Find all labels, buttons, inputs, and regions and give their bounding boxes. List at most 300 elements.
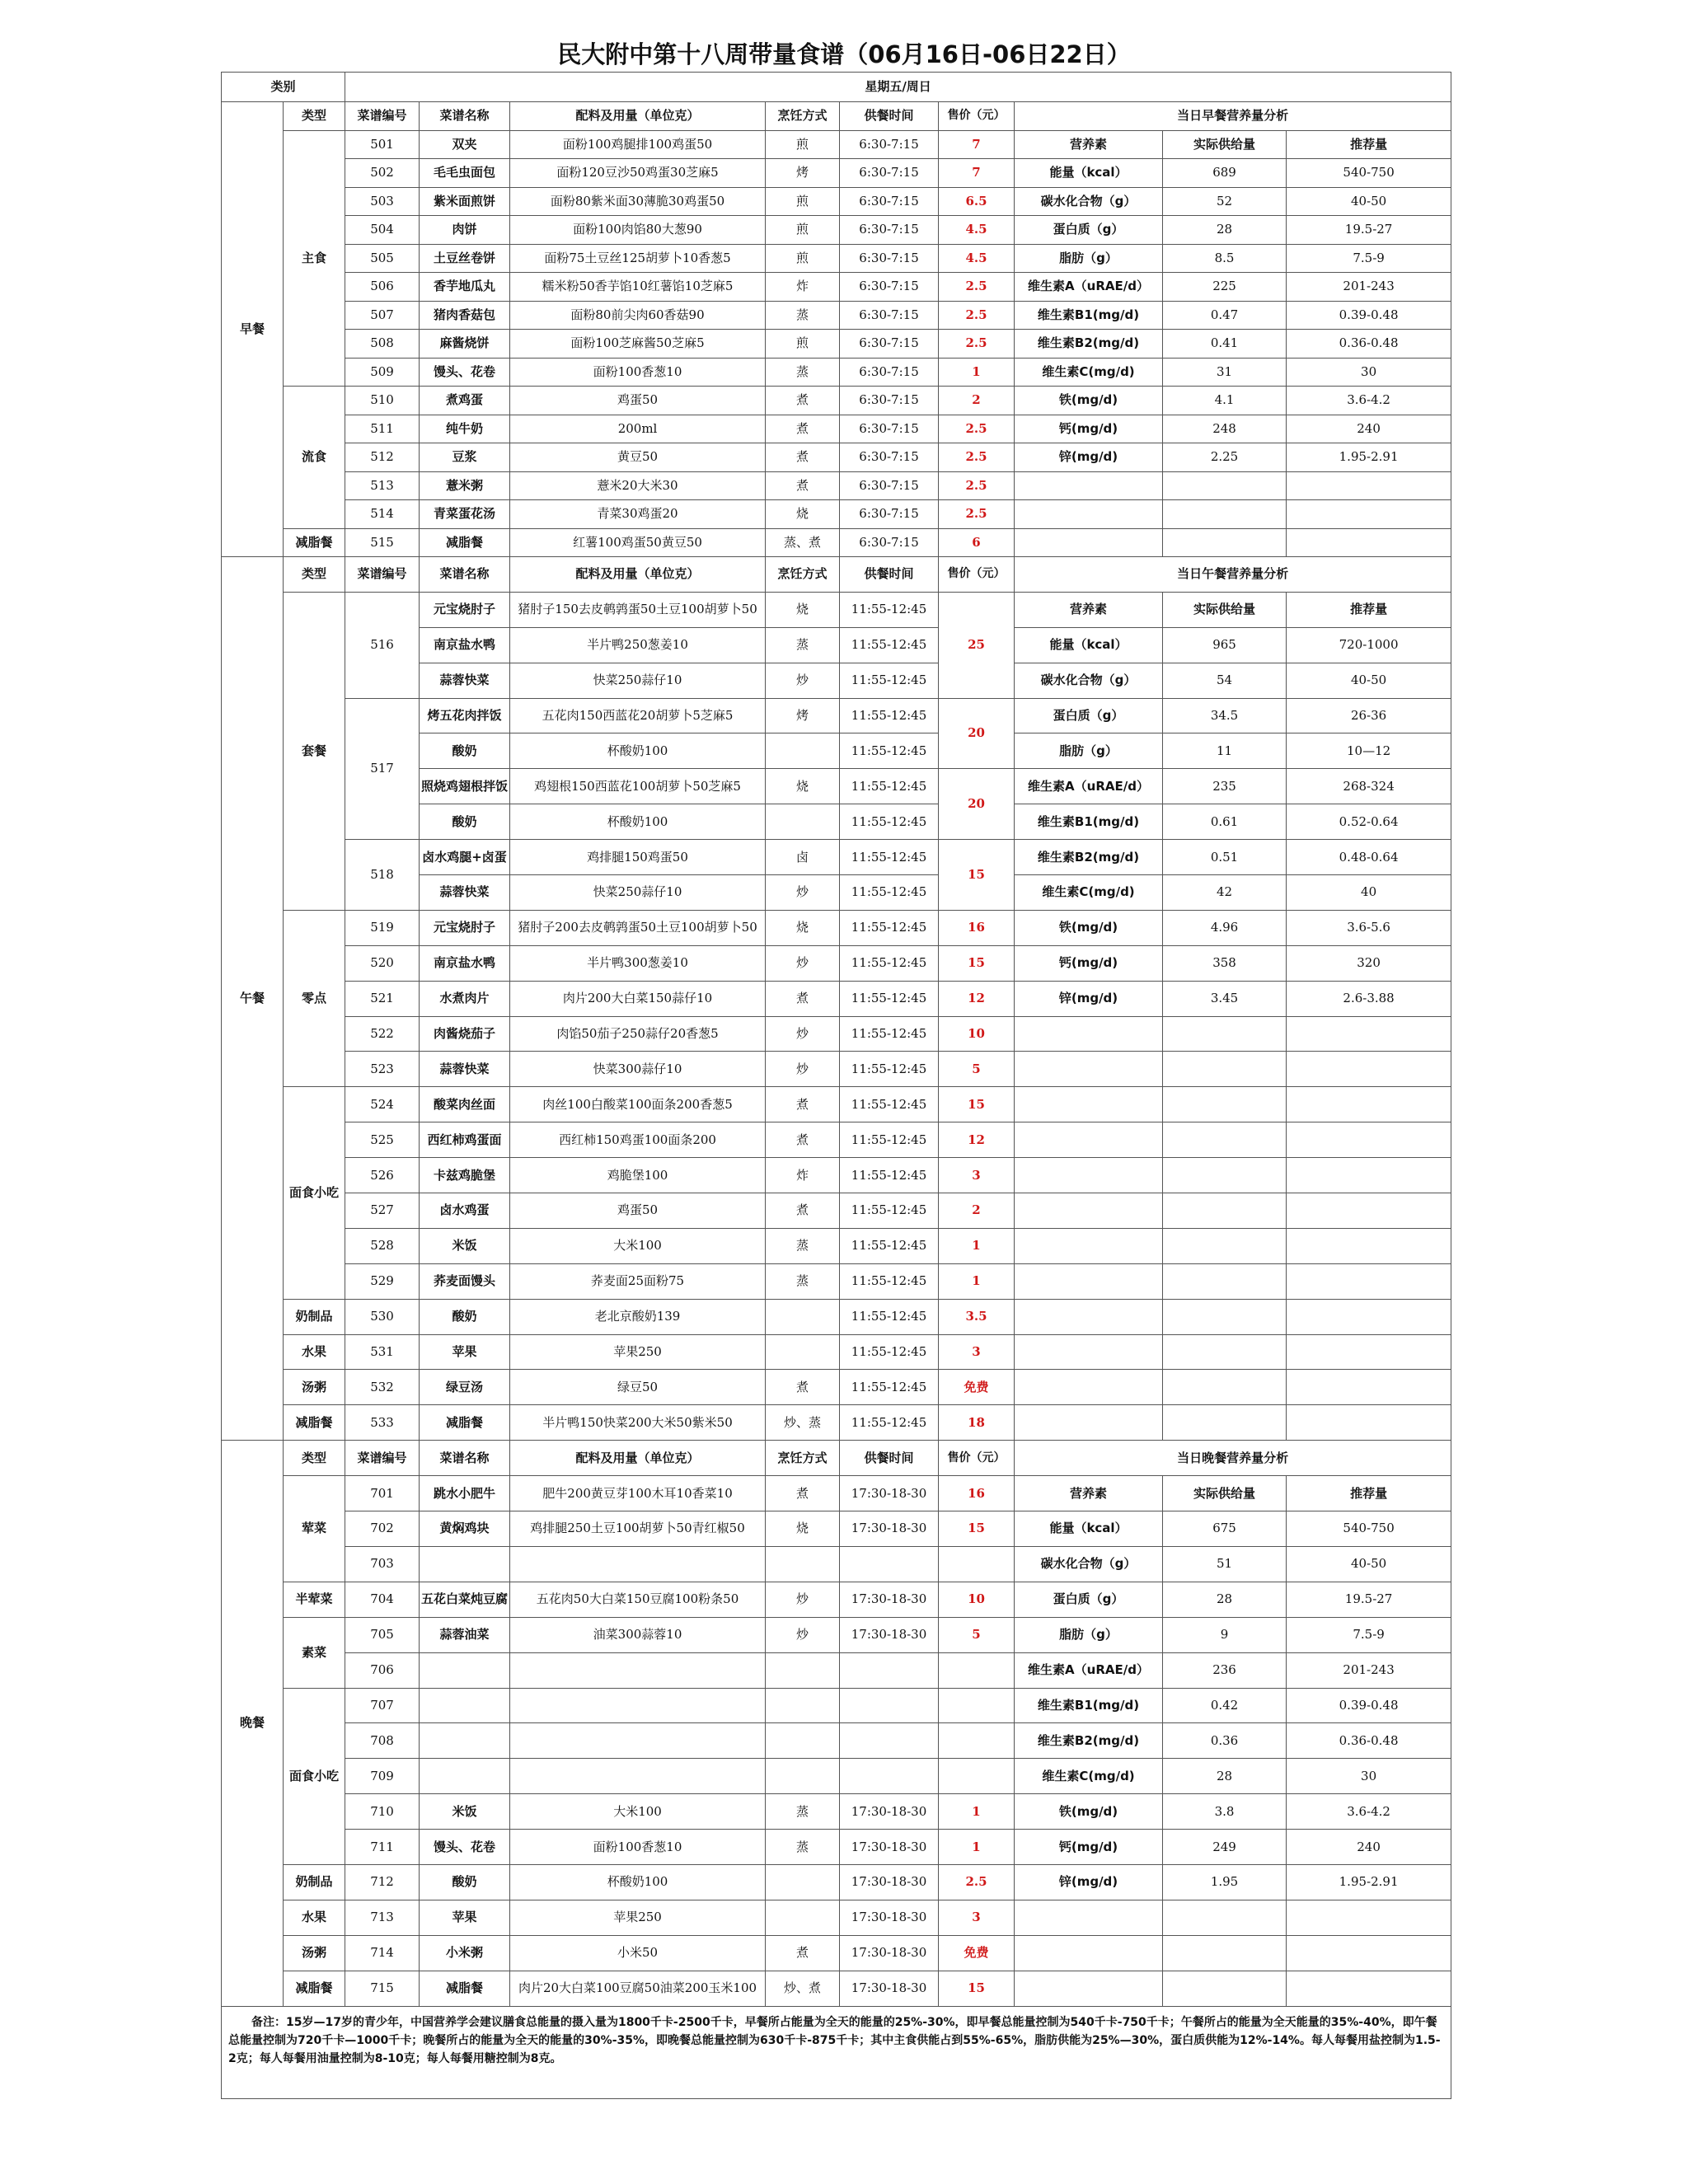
dish-name: 减脂餐 [420, 1405, 510, 1441]
dish-method: 煎 [766, 130, 840, 159]
nutrient-recommended: 2.6-3.88 [1287, 981, 1451, 1016]
dish-name: 煮鸡蛋 [420, 387, 510, 415]
table-row [222, 1299, 1451, 1334]
meal-dinner: 晚餐 [222, 1441, 284, 2006]
header-row [222, 73, 1451, 102]
dish-method: 煮 [766, 981, 840, 1016]
nutrient-recommended: 0.36-0.48 [1287, 1723, 1451, 1759]
dish-method: 煮 [766, 1087, 840, 1122]
dish-ingredients: 肉片20大白菜100豆腐50油菜200玉米100 [510, 1971, 766, 2006]
nutrient-recommended: 540-750 [1287, 159, 1451, 188]
dish-price: 3.5 [939, 1299, 1015, 1334]
nutrient-actual: 248 [1163, 415, 1287, 443]
dish-ingredients: 薏米20大米30 [510, 471, 766, 500]
nutrient-actual: 689 [1163, 159, 1287, 188]
nutrient-name: 蛋白质（g） [1015, 216, 1163, 245]
nutrient-name: 锌(mg/d) [1015, 443, 1163, 472]
recommended-header: 推荐量 [1287, 592, 1451, 627]
dish-price: 2.5 [939, 471, 1015, 500]
dish-method: 煮 [766, 1193, 840, 1229]
column-header-price: 售价（元） [939, 102, 1015, 131]
table-row [222, 330, 1451, 359]
dish-ingredients: 苹果250 [510, 1900, 766, 1935]
dish-code: 511 [345, 415, 420, 443]
dish-method: 蒸、煮 [766, 528, 840, 557]
dish-price: 2 [939, 1193, 1015, 1229]
dish-code: 531 [345, 1334, 420, 1370]
nutrient-name: 脂肪（g） [1015, 244, 1163, 273]
nutrient-recommended: 0.36-0.48 [1287, 330, 1451, 359]
dish-price [939, 1759, 1015, 1794]
dish-time: 11:55-12:45 [840, 1016, 939, 1052]
table-row [222, 528, 1451, 557]
dish-code: 525 [345, 1122, 420, 1158]
dish-code: 507 [345, 301, 420, 330]
nutrient-recommended: 30 [1287, 358, 1451, 387]
dish-price: 2.5 [939, 301, 1015, 330]
table-row [222, 1193, 1451, 1229]
table-row [222, 415, 1451, 443]
table-cell [1015, 1971, 1163, 2006]
dish-code: 505 [345, 244, 420, 273]
column-header-price: 售价（元） [939, 1441, 1015, 1476]
nutrient-recommended: 3.6-4.2 [1287, 1794, 1451, 1830]
nutrient-recommended: 201-243 [1287, 273, 1451, 302]
nutrient-actual: 4.96 [1163, 910, 1287, 945]
set-price: 25 [939, 592, 1015, 698]
table-cell [1015, 1087, 1163, 1122]
dish-price: 1 [939, 1263, 1015, 1299]
table-row [222, 1122, 1451, 1158]
table-cell [1015, 1370, 1163, 1405]
dish-price [939, 1688, 1015, 1723]
dish-name: 酸菜肉丝面 [420, 1087, 510, 1122]
dish-name: 肉酱烧茄子 [420, 1016, 510, 1052]
dish-method: 煮 [766, 443, 840, 472]
dish-method: 烤 [766, 159, 840, 188]
dish-code: 708 [345, 1723, 420, 1759]
table-cell [1015, 500, 1163, 529]
column-header-name: 菜谱名称 [420, 557, 510, 593]
dish-ingredients: 老北京酸奶139 [510, 1299, 766, 1334]
nutrient-name: 维生素B2(mg/d) [1015, 330, 1163, 359]
group-soup: 汤粥 [284, 1370, 345, 1405]
dish-name: 紫米面煎饼 [420, 187, 510, 216]
dish-method: 炒 [766, 945, 840, 981]
dish-ingredients: 半片鸭150快菜200大米50紫米50 [510, 1405, 766, 1441]
table-cell [1015, 1122, 1163, 1158]
table-row [222, 945, 1451, 981]
dish-method: 煎 [766, 187, 840, 216]
column-header-name: 菜谱名称 [420, 102, 510, 131]
dish-ingredients: 面粉80前尖肉60香菇90 [510, 301, 766, 330]
dish-ingredients: 青菜30鸡蛋20 [510, 500, 766, 529]
table-row [222, 1158, 1451, 1193]
dish-ingredients: 半片鸭250葱姜10 [510, 627, 766, 663]
set-code: 516 [345, 592, 420, 698]
category-header: 类别 [222, 73, 345, 102]
table-row [222, 1617, 1451, 1652]
dish-name [420, 1688, 510, 1723]
nutrient-name: 维生素A（uRAE/d） [1015, 273, 1163, 302]
table-row [222, 1476, 1451, 1511]
dish-ingredients: 面粉100鸡腿排100鸡蛋50 [510, 130, 766, 159]
dish-method: 烧 [766, 769, 840, 804]
dish-time: 11:55-12:45 [840, 1052, 939, 1087]
dish-code: 533 [345, 1405, 420, 1441]
dish-price: 3 [939, 1900, 1015, 1935]
dish-code: 703 [345, 1546, 420, 1582]
nutrient-name: 钙(mg/d) [1015, 1830, 1163, 1865]
table-row [222, 244, 1451, 273]
dish-ingredients: 大米100 [510, 1794, 766, 1830]
dish-method: 煮 [766, 1935, 840, 1971]
dish-name [420, 1759, 510, 1794]
dish-time: 11:55-12:45 [840, 627, 939, 663]
nutrient-recommended: 40-50 [1287, 1546, 1451, 1582]
dish-ingredients: 五花肉50大白菜150豆腐100粉条50 [510, 1582, 766, 1617]
table-row [222, 1582, 1451, 1617]
dish-method [766, 1759, 840, 1794]
nutrient-actual: 0.42 [1163, 1688, 1287, 1723]
column-header-method: 烹饪方式 [766, 1441, 840, 1476]
dish-ingredients [510, 1652, 766, 1688]
dish-time: 6:30-7:15 [840, 358, 939, 387]
dish-name: 肉饼 [420, 216, 510, 245]
dish-time: 11:55-12:45 [840, 1405, 939, 1441]
dish-method: 蒸 [766, 358, 840, 387]
dish-time [840, 1688, 939, 1723]
dish-price: 12 [939, 981, 1015, 1016]
table-row [222, 981, 1451, 1016]
dish-method: 炒 [766, 875, 840, 911]
table-cell [1015, 1228, 1163, 1263]
dish-name: 米饭 [420, 1794, 510, 1830]
table-cell [1163, 471, 1287, 500]
table-row [222, 1546, 1451, 1582]
dish-ingredients: 面粉100芝麻酱50芝麻5 [510, 330, 766, 359]
table-row [222, 301, 1451, 330]
dish-name [420, 1546, 510, 1582]
dish-code: 520 [345, 945, 420, 981]
dish-price: 1 [939, 358, 1015, 387]
dish-name: 卤水鸡腿+卤蛋 [420, 840, 510, 875]
analysis-title: 当日午餐营养量分析 [1015, 557, 1451, 593]
nutrient-name: 铁(mg/d) [1015, 910, 1163, 945]
dish-name: 猪肉香菇包 [420, 301, 510, 330]
dish-name: 西红柿鸡蛋面 [420, 1122, 510, 1158]
dish-time: 11:55-12:45 [840, 875, 939, 911]
dish-time: 11:55-12:45 [840, 663, 939, 698]
table-row [222, 1016, 1451, 1052]
column-header-ingredients: 配料及用量（单位克） [510, 557, 766, 593]
nutrient-name: 钙(mg/d) [1015, 415, 1163, 443]
dish-ingredients: 面粉80紫米面30薄脆30鸡蛋50 [510, 187, 766, 216]
lunch-header-row [222, 557, 1451, 593]
nutrient-actual: 31 [1163, 358, 1287, 387]
nutrient-name: 维生素C(mg/d) [1015, 875, 1163, 911]
nutrient-actual: 52 [1163, 187, 1287, 216]
nutrient-recommended: 26-36 [1287, 698, 1451, 733]
dish-ingredients: 小米50 [510, 1935, 766, 1971]
dish-code: 532 [345, 1370, 420, 1405]
dish-time: 11:55-12:45 [840, 592, 939, 627]
set-price: 20 [939, 769, 1015, 840]
nutrient-name: 碳水化合物（g） [1015, 1546, 1163, 1582]
dish-ingredients: 鸡翅根150西蓝花100胡萝卜50芝麻5 [510, 769, 766, 804]
nutrient-actual: 28 [1163, 216, 1287, 245]
dish-method: 炒、煮 [766, 1971, 840, 2006]
nutrient-actual: 1.95 [1163, 1864, 1287, 1900]
dish-code: 712 [345, 1864, 420, 1900]
column-header-time: 供餐时间 [840, 1441, 939, 1476]
dish-ingredients: 面粉100肉馅80大葱90 [510, 216, 766, 245]
dish-method: 炸 [766, 1158, 840, 1193]
table-row [222, 1794, 1451, 1830]
dish-name: 麻酱烧饼 [420, 330, 510, 359]
nutrient-actual: 225 [1163, 273, 1287, 302]
dish-code: 529 [345, 1263, 420, 1299]
dish-name: 薏米粥 [420, 471, 510, 500]
dish-method [766, 1299, 840, 1334]
meal-lunch: 午餐 [222, 557, 284, 1441]
dish-method: 炒、蒸 [766, 1405, 840, 1441]
nutrient-name: 维生素C(mg/d) [1015, 1759, 1163, 1794]
table-cell [1287, 1334, 1451, 1370]
nutrient-actual: 2.25 [1163, 443, 1287, 472]
nutrient-recommended: 3.6-4.2 [1287, 387, 1451, 415]
dish-method [766, 1688, 840, 1723]
nutrient-actual: 9 [1163, 1617, 1287, 1652]
nutrient-actual: 0.36 [1163, 1723, 1287, 1759]
dish-code: 715 [345, 1971, 420, 2006]
actual-header: 实际供给量 [1163, 592, 1287, 627]
table-cell [1015, 1016, 1163, 1052]
table-row [222, 1723, 1451, 1759]
dish-price: 2.5 [939, 1864, 1015, 1900]
dish-time: 11:55-12:45 [840, 698, 939, 733]
column-header-time: 供餐时间 [840, 102, 939, 131]
dish-time: 6:30-7:15 [840, 244, 939, 273]
dish-code: 710 [345, 1794, 420, 1830]
nutrient-name: 维生素B1(mg/d) [1015, 1688, 1163, 1723]
set-code: 518 [345, 840, 420, 911]
dish-method: 炒 [766, 1052, 840, 1087]
dish-ingredients: 杯酸奶100 [510, 804, 766, 840]
dish-name: 豆浆 [420, 443, 510, 472]
dish-price: 15 [939, 945, 1015, 981]
table-cell [1163, 500, 1287, 529]
dish-code: 702 [345, 1511, 420, 1547]
table-row [222, 1864, 1451, 1900]
dish-time: 6:30-7:15 [840, 187, 939, 216]
recommended-header: 推荐量 [1287, 1476, 1451, 1511]
dish-method: 煮 [766, 387, 840, 415]
group-fruit: 水果 [284, 1900, 345, 1935]
dish-method: 蒸 [766, 627, 840, 663]
dish-ingredients: 荞麦面25面粉75 [510, 1263, 766, 1299]
dish-name [420, 1652, 510, 1688]
table-cell [1015, 1299, 1163, 1334]
dish-code: 515 [345, 528, 420, 557]
dish-name: 减脂餐 [420, 1971, 510, 2006]
dish-name: 毛毛虫面包 [420, 159, 510, 188]
column-header-name: 菜谱名称 [420, 1441, 510, 1476]
nutrient-actual: 3.8 [1163, 1794, 1287, 1830]
group-noodle: 面食小吃 [284, 1688, 345, 1864]
dish-method: 炸 [766, 273, 840, 302]
dish-ingredients: 西红柿150鸡蛋100面条200 [510, 1122, 766, 1158]
dish-time: 6:30-7:15 [840, 273, 939, 302]
column-header-time: 供餐时间 [840, 557, 939, 593]
dish-price: 6 [939, 528, 1015, 557]
dish-method: 煮 [766, 415, 840, 443]
dish-time: 6:30-7:15 [840, 159, 939, 188]
nutrient-recommended: 268-324 [1287, 769, 1451, 804]
nutrient-recommended: 40-50 [1287, 187, 1451, 216]
dish-method [766, 733, 840, 769]
group-snack: 零点 [284, 910, 345, 1086]
note-row [222, 2006, 1451, 2098]
dish-ingredients: 杯酸奶100 [510, 1864, 766, 1900]
dish-time: 11:55-12:45 [840, 1334, 939, 1370]
dish-time: 11:55-12:45 [840, 1193, 939, 1229]
table-row [222, 1087, 1451, 1122]
dish-code: 526 [345, 1158, 420, 1193]
dish-name: 蒜蓉快菜 [420, 663, 510, 698]
dish-code: 521 [345, 981, 420, 1016]
table-cell [1287, 528, 1451, 557]
dish-method: 烧 [766, 500, 840, 529]
actual-header: 实际供给量 [1163, 130, 1287, 159]
table-cell [1287, 500, 1451, 529]
nutrient-actual: 236 [1163, 1652, 1287, 1688]
nutrient-actual: 8.5 [1163, 244, 1287, 273]
analysis-title: 当日早餐营养量分析 [1015, 102, 1451, 131]
dish-ingredients: 面粉120豆沙50鸡蛋30芝麻5 [510, 159, 766, 188]
table-cell [1287, 1299, 1451, 1334]
dish-ingredients: 红薯100鸡蛋50黄豆50 [510, 528, 766, 557]
dish-time: 6:30-7:15 [840, 415, 939, 443]
dish-price [939, 1652, 1015, 1688]
table-row [222, 1971, 1451, 2006]
nutrient-recommended: 7.5-9 [1287, 244, 1451, 273]
nutrient-actual: 4.1 [1163, 387, 1287, 415]
dish-ingredients: 快菜300蒜仔10 [510, 1052, 766, 1087]
table-row [222, 1830, 1451, 1865]
nutrient-recommended: 0.48-0.64 [1287, 840, 1451, 875]
dish-method [766, 1864, 840, 1900]
dish-time: 17:30-18-30 [840, 1830, 939, 1865]
table-row [222, 273, 1451, 302]
nutrient-actual: 235 [1163, 769, 1287, 804]
nutrient-name: 维生素C(mg/d) [1015, 358, 1163, 387]
nutrient-recommended: 7.5-9 [1287, 1617, 1451, 1652]
dish-time: 11:55-12:45 [840, 840, 939, 875]
dish-name: 香芋地瓜丸 [420, 273, 510, 302]
dish-time: 11:55-12:45 [840, 733, 939, 769]
table-cell [1287, 1228, 1451, 1263]
dish-ingredients: 面粉100香葱10 [510, 358, 766, 387]
table-cell [1163, 1971, 1287, 2006]
dish-ingredients: 油菜300蒜蓉10 [510, 1617, 766, 1652]
table-cell [1015, 1052, 1163, 1087]
table-cell [1163, 1016, 1287, 1052]
dish-ingredients: 快菜250蒜仔10 [510, 663, 766, 698]
dish-price: 免费 [939, 1935, 1015, 1971]
table-row [222, 471, 1451, 500]
nutrient-recommended: 1.95-2.91 [1287, 1864, 1451, 1900]
table-row [222, 1652, 1451, 1688]
table-row [222, 840, 1451, 875]
dish-time: 17:30-18-30 [840, 1900, 939, 1935]
dish-ingredients [510, 1688, 766, 1723]
nutrient-name: 维生素B1(mg/d) [1015, 301, 1163, 330]
nutrient-recommended: 19.5-27 [1287, 216, 1451, 245]
nutrient-name: 维生素B2(mg/d) [1015, 1723, 1163, 1759]
dish-method [766, 1652, 840, 1688]
nutrient-actual: 34.5 [1163, 698, 1287, 733]
group-dairy: 奶制品 [284, 1299, 345, 1334]
dish-name: 酸奶 [420, 1299, 510, 1334]
nutrient-actual: 675 [1163, 1511, 1287, 1547]
dish-price: 3 [939, 1158, 1015, 1193]
dish-ingredients [510, 1759, 766, 1794]
group-soup: 汤粥 [284, 1935, 345, 1971]
nutrient-recommended: 720-1000 [1287, 627, 1451, 663]
nutrient-actual: 249 [1163, 1830, 1287, 1865]
group-meat: 荤菜 [284, 1476, 345, 1582]
dish-ingredients: 猪肘子150去皮鹌鹑蛋50土豆100胡萝卜50 [510, 592, 766, 627]
table-cell [1015, 528, 1163, 557]
dish-ingredients: 糯米粉50香芋馅10红薯馅10芝麻5 [510, 273, 766, 302]
table-cell [1287, 1193, 1451, 1229]
dish-ingredients: 鸡脆堡100 [510, 1158, 766, 1193]
table-row [222, 1759, 1451, 1794]
table-row [222, 1511, 1451, 1547]
dish-ingredients: 肉丝100白酸菜100面条200香葱5 [510, 1087, 766, 1122]
nutrient-recommended: 320 [1287, 945, 1451, 981]
nutrient-actual: 11 [1163, 733, 1287, 769]
table-cell [1163, 1900, 1287, 1935]
dish-code: 711 [345, 1830, 420, 1865]
dish-name: 烤五花肉拌饭 [420, 698, 510, 733]
dish-time: 6:30-7:15 [840, 387, 939, 415]
dish-price: 7 [939, 159, 1015, 188]
nutrient-name: 钙(mg/d) [1015, 945, 1163, 981]
dish-name: 酸奶 [420, 733, 510, 769]
table-cell [1163, 1405, 1287, 1441]
nutrient-actual: 51 [1163, 1546, 1287, 1582]
table-row [222, 592, 1451, 627]
table-row [222, 500, 1451, 529]
table-row [222, 1334, 1451, 1370]
dish-time: 6:30-7:15 [840, 301, 939, 330]
nutrient-recommended: 0.39-0.48 [1287, 301, 1451, 330]
dish-method: 煎 [766, 244, 840, 273]
nutrient-name: 碳水化合物（g） [1015, 663, 1163, 698]
dish-code: 502 [345, 159, 420, 188]
table-row [222, 910, 1451, 945]
dish-time: 11:55-12:45 [840, 769, 939, 804]
dish-time [840, 1723, 939, 1759]
dish-method [766, 1334, 840, 1370]
dish-method: 煎 [766, 216, 840, 245]
table-row [222, 1900, 1451, 1935]
dish-ingredients: 苹果250 [510, 1334, 766, 1370]
table-cell [1163, 1334, 1287, 1370]
dish-method: 煎 [766, 330, 840, 359]
